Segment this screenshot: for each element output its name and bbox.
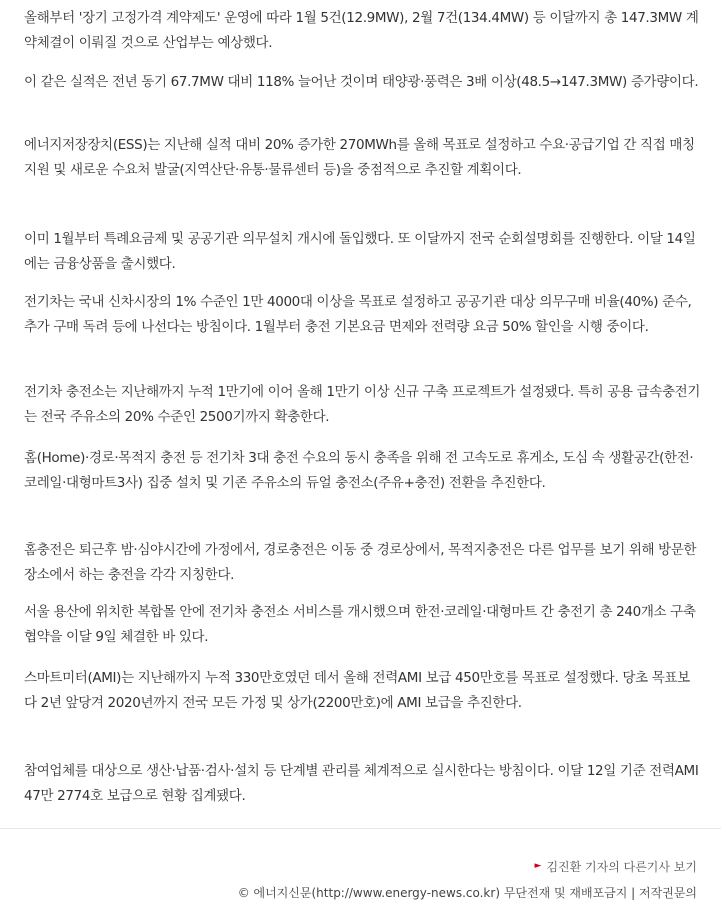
caret-right-icon: ► (534, 861, 542, 871)
article-paragraph-5: 전기차는 국내 신차시장의 1% 수준인 1만 4000대 이상을 목표로 설정하고 공공기관 대상 의무구매 비율(40%) 준수, 추가 구매 독려 등에 나선다는 방침이다. 1월부터 충전 기본요금 면제와 전력량 요금 50% 할인을 시행 중이다. (24, 294, 692, 335)
article-paragraph-11: 참여업체를 대상으로 생산·납품·검사·설치 등 단계별 관리를 체계적으로 실시한다는 방침이다. 이달 12일 기준 전력AMI 47만 2774호 보급으로 현황 집계됐다. (24, 763, 699, 804)
article-paragraph-6: 전기차 충전소는 지난해까지 누적 1만기에 이어 올해 1만기 이상 신규 구축 프로젝트가 설정됐다. 특히 공용 급속충전기는 전국 주유소의 20% 수준인 2500기까지 확충한다. (24, 384, 701, 425)
article-paragraph-10: 스마트미터(AMI)는 지난해까지 누적 330만호였던 데서 올해 전력AMI 보급 450만호를 목표로 설정했다. 당초 목표보다 2년 앞당겨 2020년까지 전국 모든 가정 및 상가(2200만호)에 AMI 보급을 추진한다. (24, 670, 690, 711)
article-paragraph-9: 서울 용산에 위치한 복합몰 안에 전기차 충전소 서비스를 개시했으며 한전·코레일·대형마트 간 충전기 총 240개소 구축 협약을 이달 9일 체결한 바 있다. (24, 604, 696, 645)
copyright-notice: © 에너지신문(http://www.energy-news.co.kr) 무단전재 및 재배포금지 | 저작권문의 (237, 886, 697, 900)
footer-divider (0, 828, 721, 829)
article-paragraph-4: 이미 1월부터 특례요금제 및 공공기관 의무설치 개시에 돌입했다. 또 이달까지 전국 순회설명회를 진행한다. 이달 14일에는 금융상품을 출시했다. (24, 231, 696, 272)
article-paragraph-8: 홈충전은 퇴근후 밤·심야시간에 가정에서, 경로충전은 이동 중 경로상에서, 목적지충전은 다른 업무를 보기 위해 방문한 장소에서 하는 충전을 각각 지칭한다. (24, 542, 697, 583)
article-paragraph-7: 홈(Home)·경로·목적지 충전 등 전기차 3대 충전 수요의 동시 충족을 위해 전 고속도로 휴게소, 도심 속 생활공간(한전·코레일·대형마트3사) 집중 설치 및 기존 주유소의 듀얼 충전소(주유+충전) 전환을 추진한다. (24, 450, 694, 491)
more-articles-link[interactable] (535, 858, 697, 875)
article-paragraph-2: 이 같은 실적은 전년 동기 67.7MW 대비 118% 늘어난 것이며 태양광·풍력은 3배 이상(48.5→147.3MW) 증가량이다. (24, 74, 699, 90)
more-articles-label: 김진환 기자의 다른기사 보기 (546, 860, 697, 874)
article-paragraph-3: 에너지저장장치(ESS)는 지난해 실적 대비 20% 증가한 270MWh를 올해 목표로 설정하고 수요·공급기업 간 직접 매칭 지원 및 새로운 수요처 발굴(지역산단·유통·물류센터 등)을 중점적으로 추진할 계획이다. (24, 137, 695, 178)
article-paragraph-1: 올해부터 '장기 고정가격 계약제도' 운영에 따라 1월 5건(12.9MW), 2월 7건(134.4MW) 등 이달까지 총 147.3MW 계약체결이 이뤄질 것으로 산업부는 예상했다. (24, 10, 699, 51)
